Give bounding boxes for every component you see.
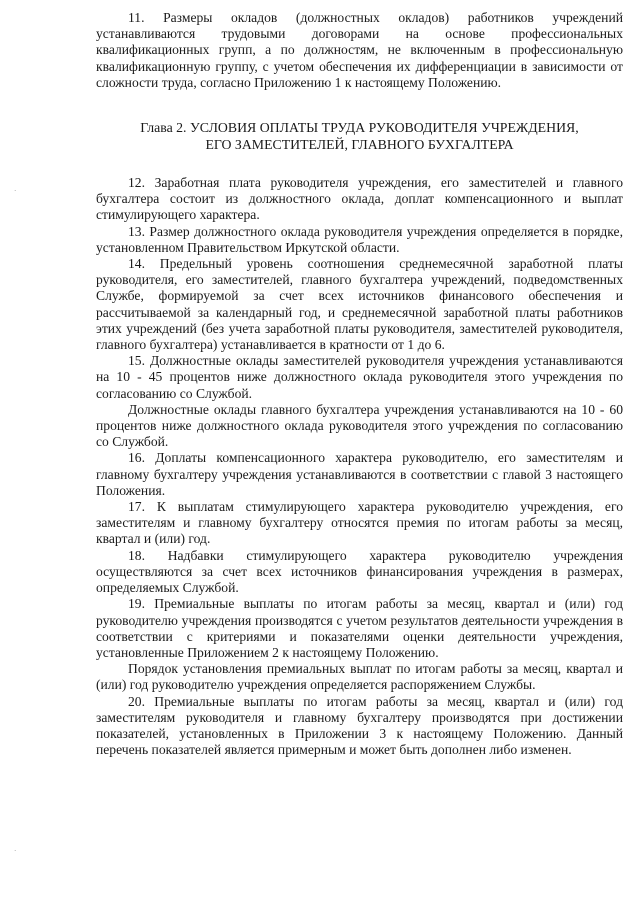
paragraph-18: 18. Надбавки стимулирующего характера руководителю учреждения осуществляются за счет всех источников финансирования учреждения в размерах, определяемых Службой. bbox=[96, 547, 623, 596]
paragraph-20: 20. Премиальные выплаты по итогам работы за месяц, квартал и (или) год заместителям руководителя и главному бухгалтеру производятся при достижении показателей, установленных в Приложении 3 к настоящему Положению. Данный перечень показателей является примерным и может быть дополнен либо изменен. bbox=[96, 693, 623, 758]
chapter-heading bbox=[96, 119, 623, 153]
scan-speck: · bbox=[14, 187, 17, 195]
paragraph-12: 12. Заработная плата руководителя учреждения, его заместителей и главного бухгалтера состоит из должностного оклада, доплат компенсационного и выплат стимулирующего характера. bbox=[96, 175, 623, 223]
paragraph-11: 11. Размеры окладов (должностных окладов) работников учреждений устанавливаются трудовыми договорами на основе профессиональных квалификационных групп, а по должностям, не включенным в профессиональную квалификационную группу, с учетом обеспечения их дифференциации в зависимости от сложности труда, согласно Приложению 1 к настоящему Положению. bbox=[96, 10, 623, 90]
paragraph-17: 17. К выплатам стимулирующего характера руководителю учреждения, его заместителям и главному бухгалтеру относятся премия по итогам работы за месяц, квартал и (или) год. bbox=[96, 499, 623, 547]
paragraph-15: 15. Должностные оклады заместителей руководителя учреждения устанавливаются на 10 - 45 процентов ниже должностного оклада руководителя этого учреждения по согласованию со Службой. bbox=[96, 353, 623, 401]
spacer bbox=[96, 153, 623, 175]
scan-speck: · bbox=[14, 847, 17, 855]
paragraph-19-procedure: Порядок установления премиальных выплат по итогам работы за месяц, квартал и (или) год руководителю учреждения определяется распоряжением Службы. bbox=[96, 661, 623, 693]
paragraph-13: 13. Размер должностного оклада руководителя учреждения определяется в порядке, установленном Правительством Иркутской области. bbox=[96, 223, 623, 255]
paragraph-19: 19. Премиальные выплаты по итогам работы за месяц, квартал и (или) год руководителю учреждения производятся с учетом результатов деятельности учреждения в соответствии с критериями и показателями оценки деятельности учреждения, установленные Приложением 2 к настоящему Положению. bbox=[96, 596, 623, 660]
document-page bbox=[96, 10, 623, 758]
chapter-heading-line-2: ЕГО ЗАМЕСТИТЕЛЕЙ, ГЛАВНОГО БУХГАЛТЕРА bbox=[205, 137, 514, 153]
paragraph-14: 14. Предельный уровень соотношения среднемесячной заработной платы руководителя, его заместителей, главного бухгалтера учреждений, подведомственных Службе, формируемой за счет всех источников финансового обеспечения и рассчитываемой за календарный год, и среднемесячной заработной платы работников этих учреждений (без учета заработной платы руководителя, заместителей руководителя, главного бухгалтера) устанавливается в кратности от 1 до 6. bbox=[96, 256, 623, 353]
paragraph-15-accountant: Должностные оклады главного бухгалтера учреждения устанавливаются на 10 - 60 процентов ниже должностного оклада руководителя этого учреждения по согласованию со Службой. bbox=[96, 401, 623, 450]
chapter-heading-line-1: Глава 2. УСЛОВИЯ ОПЛАТЫ ТРУДА РУКОВОДИТЕЛЯ УЧРЕЖДЕНИЯ, bbox=[140, 120, 579, 136]
paragraph-16: 16. Доплаты компенсационного характера руководителю, его заместителям и главному бухгалтеру учреждения устанавливаются в соответствии с главой 3 настоящего Положения. bbox=[96, 450, 623, 498]
